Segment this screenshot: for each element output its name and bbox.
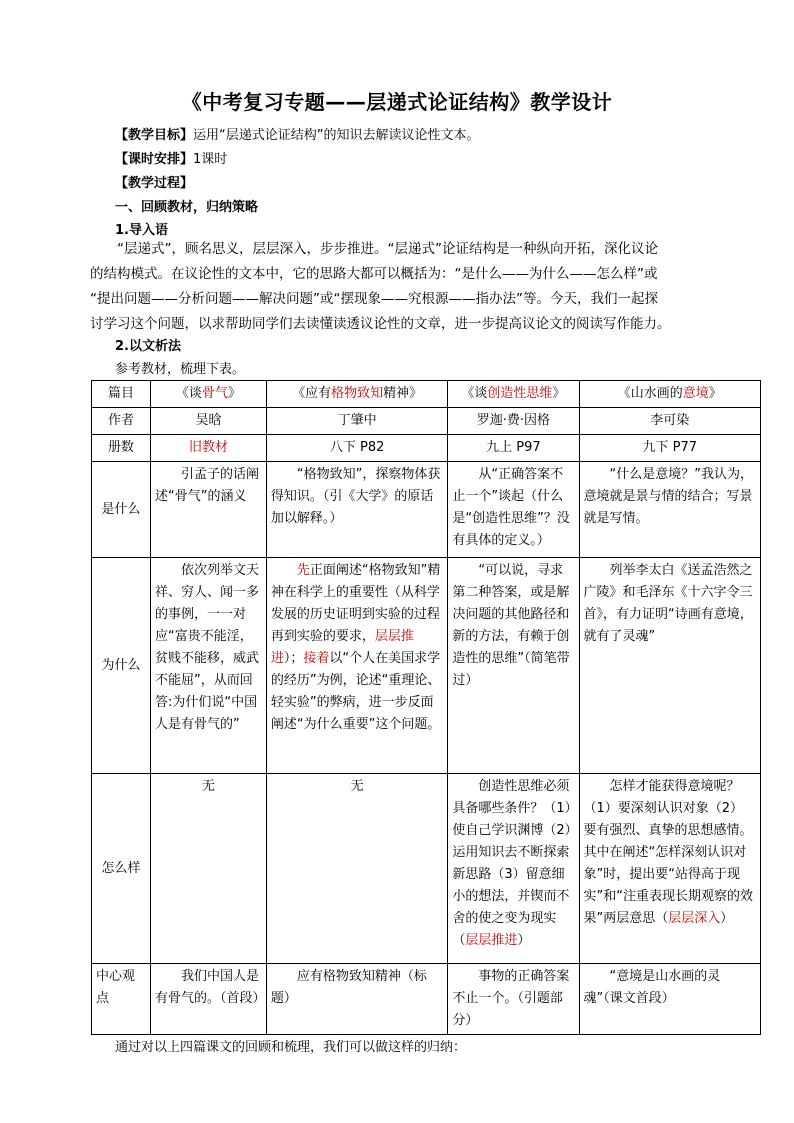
author-cell: 罗迦·费·因格 (448, 408, 579, 435)
what-cell: 从“正确答案不止一个”谈起（什么是“创造性思维”？没有具体的定义。） (448, 462, 579, 558)
author-cell: 吴晗 (151, 408, 267, 435)
book-cell: 旧教材 (151, 435, 267, 462)
row-title: 作者 (92, 408, 151, 435)
article-title: 《谈创造性思维》 (448, 381, 579, 408)
page-title: 《中考复习专题——层递式论证结构》教学设计 (181, 90, 613, 114)
subheading-intro: 1.导入语 (115, 223, 168, 238)
table-row (92, 381, 761, 408)
comparison-table (91, 380, 761, 1035)
intro-line: 讨学习这个问题，以求帮助同学们去读懂读透议论性的文章，进一步提高议论文的阅读写作能力。 (90, 316, 671, 332)
schedule-label: 【课时安排】 (115, 152, 194, 167)
subheading-analysis: 2.以文析法 (115, 339, 181, 354)
row-title: 册数 (92, 435, 151, 462)
intro-line: 的结构模式。在议论性的文本中，它的思路大都可以概括为：“是什么——为什么——怎么样”或 (90, 266, 658, 282)
article-title: 《应有格物致知精神》 (266, 381, 447, 408)
intro-paragraph (90, 237, 706, 337)
section-heading-1: 一、回顾教材，归纳策略 (115, 200, 259, 215)
table-row (92, 558, 761, 774)
table-row (92, 964, 761, 1035)
center-cell: “意境是山水画的灵魂”（课文首段） (579, 964, 761, 1035)
goal-label: 【教学目标】 (115, 128, 194, 143)
row-title: 是什么 (92, 462, 151, 558)
what-cell: “格物致知”，探察物体获得知识。（引《大学》的原话加以解释。） (266, 462, 447, 558)
table-row (92, 462, 761, 558)
author-cell: 丁肇中 (266, 408, 447, 435)
summary-line: 通过对以上四篇课文的回顾和梳理，我们可以做这样的归纳： (115, 1040, 467, 1055)
how-cell: 怎样才能获得意境呢？（1）要深刻认识对象（2）要有强烈、真挚的思想感情。其中在阐述“怎样深刻认识对象”时，提出要“站得高于现实”和“注重表现长期观察的效果”两层意思（层层深入） (579, 774, 761, 964)
how-cell: 无 (151, 774, 267, 964)
how-cell: 创造性思维必须具备哪些条件？（1）使自己学识渊博（2）运用知识去不断探索新思路（3）留意细小的想法，并锲而不舍的使之变为现实（层层推进） (448, 774, 579, 964)
how-cell: 无 (266, 774, 447, 964)
center-cell: 我们中国人是有骨气的。（首段） (151, 964, 267, 1035)
what-cell: “什么是意境？”我认为，意境就是景与情的结合；写景就是写情。 (579, 462, 761, 558)
teaching-goal (115, 124, 480, 143)
center-cell: 应有格物致知精神（标题） (266, 964, 447, 1035)
why-cell: “可以说，寻求第二种答案，或是解决问题的其他路径和新的方法，有赖于创造性的思维”（简笔带过） (448, 558, 579, 774)
row-title: 为什么 (92, 558, 151, 774)
row-title: 中心观点 (92, 964, 151, 1035)
table-row (92, 774, 761, 964)
process-label: 【教学过程】 (115, 176, 194, 191)
book-cell: 九下 P77 (579, 435, 761, 462)
article-title: 《谈骨气》 (151, 381, 267, 408)
book-cell: 八下 P82 (266, 435, 447, 462)
row-title: 篇目 (92, 381, 151, 408)
class-schedule (115, 148, 227, 167)
why-cell: 列举李太白《送孟浩然之广陵》和毛泽东《十六字令三首》，有力证明“诗画有意境，就有了灵魂” (579, 558, 761, 774)
analysis-instruction: 参考教材，梳理下表。 (115, 362, 246, 377)
goal-text: 运用“层递式论证结构”的知识去解读议论性文本。 (193, 128, 480, 143)
why-cell: 依次列举文天祥、穷人、闻一多的事例，一一对应“富贵不能淫，贫贱不能移，威武不能屈”，从而回答:为什们说“中国人是有骨气的” (151, 558, 267, 774)
what-cell: 引孟子的话阐述“骨气”的涵义 (151, 462, 267, 558)
book-cell: 九上 P97 (448, 435, 579, 462)
intro-line: “层递式”，顾名思义，层层深入，步步推进。“层递式”论证结构是一种纵向开拓，深化议论 (117, 241, 658, 257)
row-title: 怎么样 (92, 774, 151, 964)
article-title: 《山水画的意境》 (579, 381, 761, 408)
center-cell: 事物的正确答案不止一个。（引题部分） (448, 964, 579, 1035)
why-cell: 先正面阐述“格物致知”精神在科学上的重要性（从科学发展的历史证明到实验的过程再到实验的要求，层层推进）；接着以“个人在美国求学的经历”为例，论述“重理论、轻实验”的弊病，进一步反面阐述“为什么重要”这个问题。 (266, 558, 447, 774)
table-row (92, 408, 761, 435)
schedule-text: 1课时 (193, 152, 228, 167)
table-row (92, 435, 761, 462)
intro-line: “提出问题——分析问题——解决问题”或“摆现象——究根源——指办法”等。今天，我们一起探 (90, 291, 658, 307)
author-cell: 李可染 (579, 408, 761, 435)
